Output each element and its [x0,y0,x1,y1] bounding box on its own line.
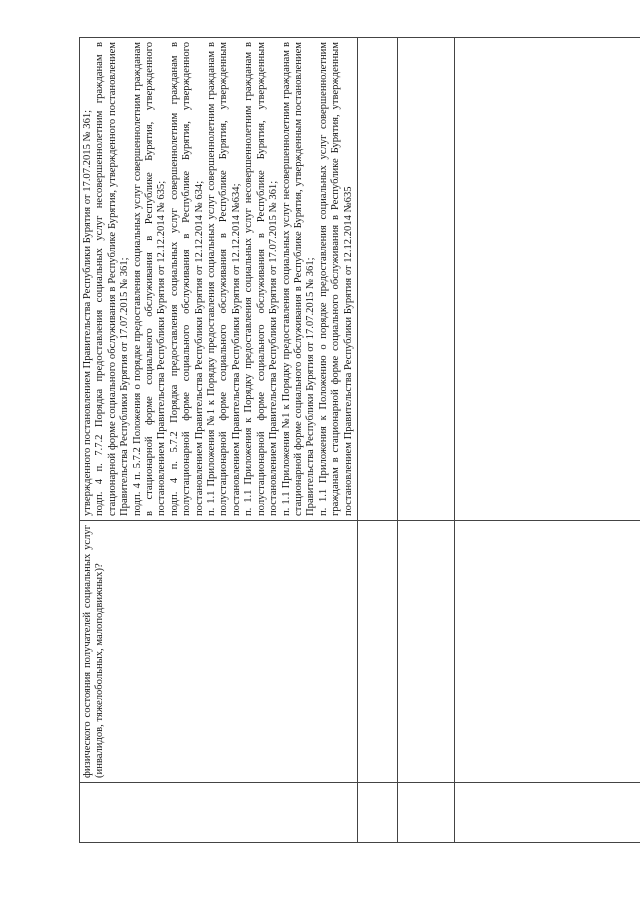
reference-item: п. 1.1 Приложения к Положению о порядке предоставления социальных услуг совершеннолетним гражданам в стационарной форме социального обслуживания в Республике Бурятия, утвержденным постановлением Правительства Республики Бурятия от 12.12.2014 №635 [317,42,354,516]
question-cell [80,521,358,783]
empty-cell [357,783,397,843]
reference-item: п. 1.1 Приложения к Порядку предоставления социальных услуг несовершеннолетним гражданам в полустационарной форме социального обслуживания в Республике Бурятия, утвержденным постановлением Правительства Республики Бурятия от 17.07.2015 № 361; [243,42,280,516]
number-cell [80,783,358,843]
reference-item: п. 1.1 Приложения №1 к Порядку предоставления социальных услуг несовершеннолетним гражданам в стационарной форме социального обслуживания в Республике Бурятия, утвержденным постановлением Правительства Республики Бурятия от 17.07.2015 № 361; [280,42,317,516]
reference-item: подп. 4 п. 5.7.2 Порядка предоставления социальных услуг совершеннолетним гражданам в полустационарной форме социального обслуживания в Республике Бурятия, утвержденного постановлением Правительства Республики Бурятия от 12.12.2014 № 634; [168,42,205,516]
empty-cell [454,521,640,783]
checklist-table [79,37,640,843]
rotated-table-wrapper [79,38,556,843]
reference-item: подп. 4 п. 5.7.2 Положения о порядке предоставления социальных услуг совершеннолетним гражданам в стационарной форме социального обслуживания в Республике Бурятия, утвержденного постановлением Правительства Республики Бурятия от 12.12.2014 № 635; [131,42,168,516]
empty-cell [454,783,640,843]
table-row-answer-no [397,38,454,843]
empty-cell [357,38,397,521]
empty-cell [397,783,454,843]
references-cell [80,38,358,521]
reference-item: утвержденного постановлением Правительства Республики Бурятия от 17.07.2015 № 361; [82,109,93,516]
table-row-legal-basis [80,38,358,843]
empty-cell [397,521,454,783]
reference-item: п. 1.1 Приложения №1 к Порядку предоставления социальных услуг совершеннолетним гражданам в полустационарной форме социального обслуживания в Республике Бурятия, утвержденным постановлением Правительства Республики Бурятия от 12.12.2014 №634; [206,42,242,516]
reference-item: подп. 4 п. 7.7.2 Порядка предоставления социальных услуг несовершеннолетним гражданам в стационарной форме социального обслуживания в Республике Бурятия, утвержденного постановлением Правительства Республики Бурятия от 17.07.2015 № 361; [94,42,131,516]
empty-cell [397,38,454,521]
table-row-answer-yes [357,38,397,843]
question-text: физического состояния получателей социальных услуг (инвалидов, тяжелобольных, малоподвижных)? [82,525,106,778]
table-row-notes [454,38,640,843]
empty-cell [454,38,640,521]
empty-cell [357,521,397,783]
